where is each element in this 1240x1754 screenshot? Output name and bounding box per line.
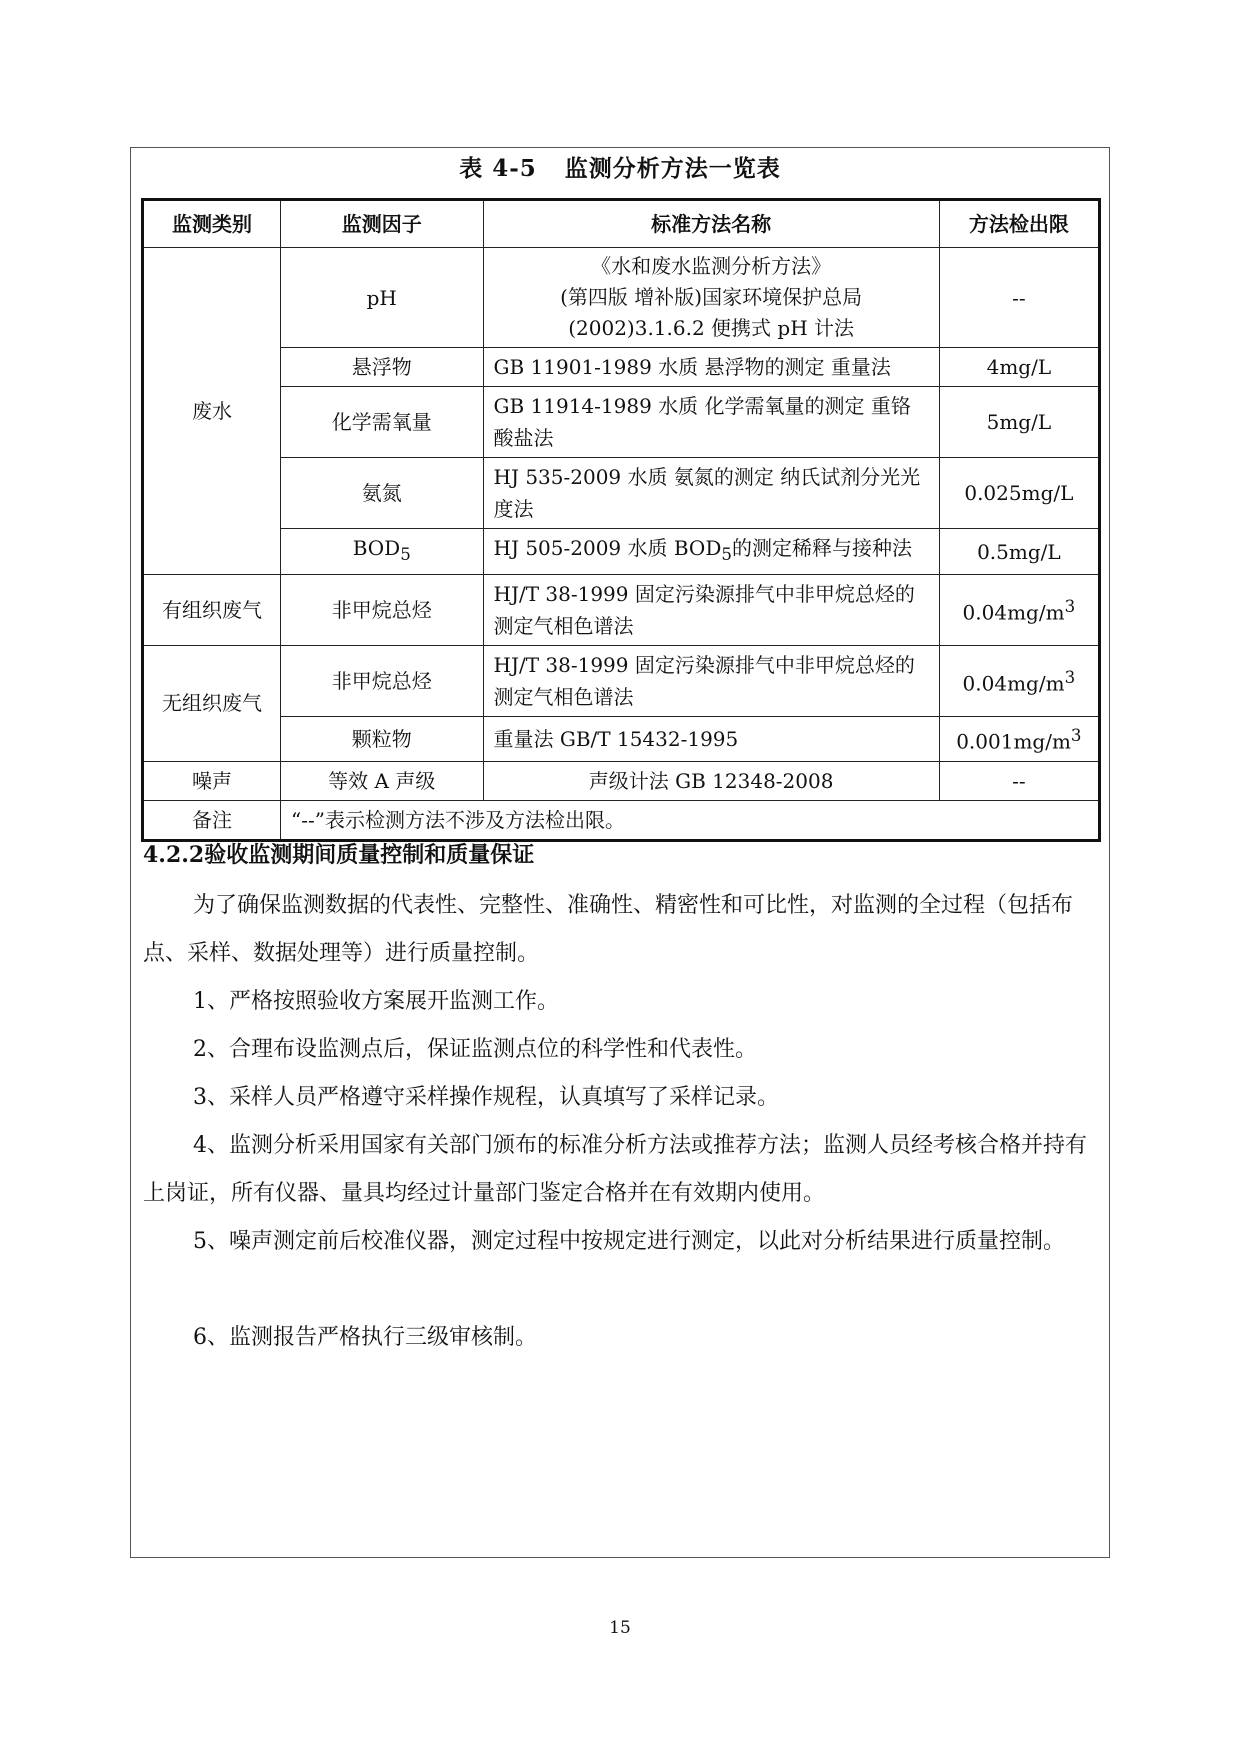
table-row xyxy=(143,646,1100,717)
paragraph: 1、严格按照验收方案展开监测工作。 xyxy=(193,989,559,1014)
paragraph: 2、合理布设监测点后，保证监测点位的科学性和代表性。 xyxy=(193,1037,757,1062)
table-row xyxy=(143,575,1100,646)
factor-cell: pH xyxy=(280,248,483,348)
factor-subscript: 5 xyxy=(400,545,411,564)
method-subscript: 5 xyxy=(721,545,732,564)
limit-cell xyxy=(939,575,1099,646)
table-header-row xyxy=(143,200,1100,248)
note-label: 备注 xyxy=(143,800,281,840)
table-row xyxy=(143,248,1100,348)
header-method: 标准方法名称 xyxy=(483,200,939,248)
method-cell: HJ/T 38-1999 固定污染源排气中非甲烷总烃的测定气相色谱法 xyxy=(483,575,939,646)
paragraph: 6、监测报告严格执行三级审核制。 xyxy=(193,1325,537,1350)
method-cell: GB 11901-1989 水质 悬浮物的测定 重量法 xyxy=(483,348,939,387)
table-row xyxy=(143,387,1100,458)
category-cell: 有组织废气 xyxy=(143,575,281,646)
method-cell: 声级计法 GB 12348-2008 xyxy=(483,761,939,800)
note-text: “--”表示检测方法不涉及方法检出限。 xyxy=(280,800,1099,840)
factor-cell xyxy=(280,529,483,575)
limit-superscript: 3 xyxy=(1064,668,1076,688)
table-row xyxy=(143,761,1100,800)
limit-cell: 0.5mg/L xyxy=(939,529,1099,575)
table-caption xyxy=(130,150,1110,183)
limit-cell: 4mg/L xyxy=(939,348,1099,387)
limit-cell xyxy=(939,717,1099,762)
limit-cell: -- xyxy=(939,248,1099,348)
limit-cell xyxy=(939,646,1099,717)
limit-cell: -- xyxy=(939,761,1099,800)
limit-base: 0.001mg/m xyxy=(956,729,1071,754)
method-line: (第四版 增补版)国家环境保护总局 xyxy=(560,285,863,309)
paragraph: 为了确保监测数据的代表性、完整性、准确性、精密性和可比性，对监测的全过程（包括布点、采样、数据处理等）进行质量控制。 xyxy=(143,893,1074,966)
table-caption-title: 监测分析方法一览表 xyxy=(564,155,781,182)
factor-cell: 氨氮 xyxy=(280,458,483,529)
method-cell xyxy=(483,529,939,575)
method-cell: GB 11914-1989 水质 化学需氧量的测定 重铬酸盐法 xyxy=(483,387,939,458)
limit-base: 0.04mg/m xyxy=(962,600,1065,625)
table-row xyxy=(143,717,1100,762)
header-limit: 方法检出限 xyxy=(939,200,1099,248)
table-row xyxy=(143,458,1100,529)
limit-superscript: 3 xyxy=(1070,726,1082,745)
method-cell: HJ 535-2009 水质 氨氮的测定 纳氏试剂分光光度法 xyxy=(483,458,939,529)
factor-cell: 非甲烷总烃 xyxy=(280,646,483,717)
table-row xyxy=(143,348,1100,387)
page-number: 15 xyxy=(609,1618,631,1638)
table-note-row xyxy=(143,800,1100,840)
category-cell: 无组织废气 xyxy=(143,646,281,762)
category-cell: 废水 xyxy=(143,248,281,575)
method-line: (2002)3.1.6.2 便携式 pH 计法 xyxy=(568,316,855,340)
limit-base: 0.04mg/m xyxy=(962,671,1065,696)
factor-cell: 悬浮物 xyxy=(280,348,483,387)
factor-cell: 化学需氧量 xyxy=(280,387,483,458)
paragraph: 5、噪声测定前后校准仪器，测定过程中按规定进行测定，以此对分析结果进行质量控制。 xyxy=(193,1229,1066,1254)
factor-cell: 颗粒物 xyxy=(280,717,483,762)
method-cell: HJ/T 38-1999 固定污染源排气中非甲烷总烃的测定气相色谱法 xyxy=(483,646,939,717)
category-cell: 噪声 xyxy=(143,761,281,800)
method-post: 的测定稀释与接种法 xyxy=(731,536,912,560)
limit-cell: 0.025mg/L xyxy=(939,458,1099,529)
header-category: 监测类别 xyxy=(143,200,281,248)
limit-cell: 5mg/L xyxy=(939,387,1099,458)
limit-superscript: 3 xyxy=(1064,597,1076,617)
method-cell: 重量法 GB/T 15432-1995 xyxy=(483,717,939,762)
method-pre: HJ 505-2009 水质 BOD xyxy=(493,536,722,560)
paragraph: 4、监测分析采用国家有关部门颁布的标准分析方法或推荐方法；监测人员经考核合格并持有上岗证，所有仪器、量具均经过计量部门鉴定合格并在有效期内使用。 xyxy=(143,1133,1088,1206)
header-factor: 监测因子 xyxy=(280,200,483,248)
table-row xyxy=(143,529,1100,575)
factor-cell: 非甲烷总烃 xyxy=(280,575,483,646)
section-heading: 4.2.2验收监测期间质量控制和质量保证 xyxy=(143,842,535,868)
monitoring-methods-table xyxy=(141,198,1101,842)
method-line: 《水和废水监测分析方法》 xyxy=(591,254,832,278)
paragraph: 3、采样人员严格遵守采样操作规程，认真填写了采样记录。 xyxy=(193,1085,779,1110)
factor-cell: 等效 A 声级 xyxy=(280,761,483,800)
table-caption-number: 表 4-5 xyxy=(459,155,537,182)
method-cell xyxy=(483,248,939,348)
factor-base: BOD xyxy=(352,536,401,560)
